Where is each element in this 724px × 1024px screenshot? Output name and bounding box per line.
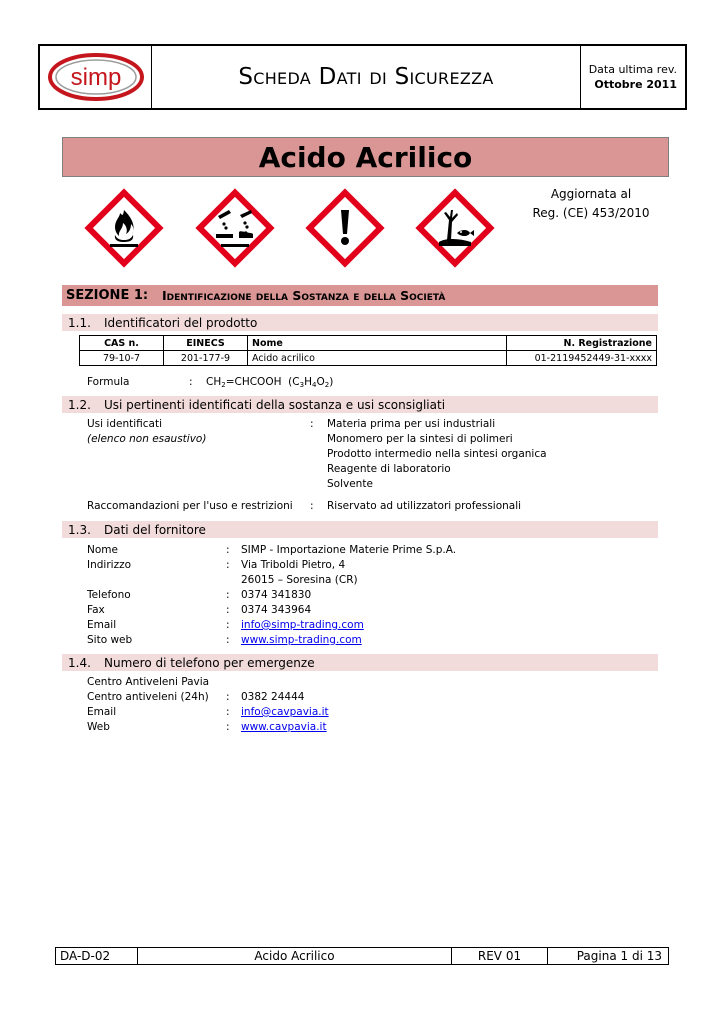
logo-cell [40, 46, 152, 108]
supplier-values [241, 543, 456, 648]
separator: : [226, 721, 230, 733]
subsection-number: 1.1. [68, 315, 91, 330]
separator: : [226, 706, 230, 718]
emergency-email-label: Email [87, 706, 117, 718]
subsection-number: 1.2. [68, 397, 91, 412]
restrictions-separator: : [310, 500, 314, 512]
header-name: Nome [248, 336, 507, 351]
separator: : [226, 589, 230, 601]
emergency-email-link[interactable]: info@cavpavia.it [241, 706, 329, 718]
revision-label: Data ultima rev. [588, 63, 677, 76]
regulation-note-line1: Aggiornata al [550, 187, 632, 201]
website-label: Sito web [87, 634, 133, 646]
cell-registration: 01-2119452449-31-xxxx [507, 351, 657, 366]
regulation-note [516, 185, 666, 223]
title-cell [152, 46, 581, 108]
footer-page-number: Pagina 1 di 13 [576, 949, 662, 963]
environment-pictogram [413, 186, 497, 270]
document-header [38, 44, 687, 110]
formula-subscript: 2 [221, 381, 226, 389]
header-einecs: EINECS [164, 336, 248, 351]
emergency-separators [226, 690, 230, 735]
list-item: Reagente di laboratorio [327, 463, 451, 475]
subsection-title: Dati del fornitore [104, 522, 206, 537]
fax-value: 0374 343964 [241, 604, 312, 616]
separator: : [226, 634, 230, 646]
email-label: Email [87, 619, 117, 631]
address-label: Indirizzo [87, 559, 132, 571]
address-line2: 26015 – Soresina (CR) [241, 574, 358, 586]
subsection-number: 1.4. [68, 655, 91, 670]
subsection-number: 1.3. [68, 522, 91, 537]
document-footer [55, 947, 669, 965]
spacer [87, 573, 132, 588]
supplier-website-link[interactable]: www.simp-trading.com [241, 634, 362, 646]
section-number: SEZIONE 1: [66, 288, 149, 303]
separator: : [226, 559, 230, 571]
restrictions-label: Raccomandazioni per l'uso e restrizioni [87, 500, 293, 512]
product-name: Acido Acrilico [258, 140, 473, 174]
revision-date: Ottobre 2011 [594, 78, 677, 91]
uses-label: Usi identificati [87, 418, 162, 430]
poison-center-24h-value: 0382 24444 [241, 691, 305, 703]
list-item: Prodotto intermedio nella sintesi organica [327, 448, 547, 460]
separator: : [226, 604, 230, 616]
supplier-email-link[interactable]: info@simp-trading.com [241, 619, 364, 631]
subsection-1-3-header [62, 521, 658, 538]
list-item: Materia prima per usi industriali [327, 418, 496, 430]
logo-text: simp [70, 64, 121, 91]
supplier-labels [87, 543, 132, 648]
formula-subscript: 4 [311, 381, 317, 389]
cell-einecs: 201-177-9 [164, 351, 248, 366]
subsection-title: Identificatori del prodotto [104, 315, 258, 330]
formula-part: (C [288, 376, 300, 388]
section-title: Identificazione della Sostanza e della Società [162, 288, 446, 303]
formula-separator: : [189, 376, 193, 388]
product-title-box [62, 137, 669, 177]
subsection-title: Numero di telefono per emergenze [104, 655, 315, 670]
formula-subscript: 3 [299, 381, 305, 389]
emergency-labels [87, 675, 209, 735]
exclamation-pictogram [303, 186, 387, 270]
regulation-note-line2: Reg. (CE) 453/2010 [532, 206, 650, 220]
formula-part: ) [329, 376, 334, 388]
phone-value: 0374 341830 [241, 589, 312, 601]
phone-label: Telefono [87, 589, 131, 601]
subsection-1-2-header [62, 396, 658, 413]
formula-part: CH [206, 376, 222, 388]
fax-label: Fax [87, 604, 105, 616]
formula-subscript: 2 [324, 381, 330, 389]
uses-note: (elenco non esaustivo) [87, 433, 207, 445]
identifiers-table [79, 335, 657, 366]
separator: : [226, 544, 230, 556]
restrictions-value: Riservato ad utilizzatori professionali [327, 500, 522, 512]
spacer [226, 573, 230, 588]
emergency-web-label: Web [87, 721, 110, 733]
emergency-values [241, 690, 329, 735]
footer-code: DA-D-02 [56, 948, 138, 964]
footer-revision: REV 01 [452, 948, 548, 964]
table-header-row [80, 336, 657, 351]
flame-pictogram [82, 186, 166, 270]
formula-value [206, 375, 333, 393]
footer-product-name: Acido Acrilico [138, 948, 452, 964]
formula-part: =CHCOOH [225, 376, 282, 388]
name-value: SIMP - Importazione Materie Prime S.p.A. [241, 544, 457, 556]
address-line1: Via Triboldi Pietro, 4 [241, 559, 346, 571]
header-cas: CAS n. [80, 336, 164, 351]
formula-part: H [304, 376, 312, 388]
emergency-website-link[interactable]: www.cavpavia.it [241, 721, 327, 733]
header-registration: N. Registrazione [507, 336, 657, 351]
list-item: Solvente [327, 478, 373, 490]
poison-center-name: Centro Antiveleni Pavia [87, 676, 210, 688]
cell-cas: 79-10-7 [80, 351, 164, 366]
separator: : [226, 619, 230, 631]
subsection-1-4-header [62, 654, 658, 671]
subsection-title: Usi pertinenti identificati della sostanza e usi sconsigliati [104, 397, 446, 412]
document-title: Scheda Dati di Sicurezza [238, 64, 494, 90]
revision-cell [581, 46, 685, 108]
subsection-1-1-header [62, 314, 658, 331]
poison-center-24h-label: Centro antiveleni (24h) [87, 691, 209, 703]
table-row [80, 351, 657, 366]
uses-list [327, 417, 547, 492]
corrosion-pictogram [193, 186, 277, 270]
uses-separator: : [310, 418, 314, 430]
section-1-header [62, 285, 658, 306]
separator: : [226, 691, 230, 703]
cell-name: Acido acrilico [248, 351, 507, 366]
supplier-separators [226, 543, 230, 648]
simp-logo [47, 52, 145, 102]
list-item: Monomero per la sintesi di polimeri [327, 433, 513, 445]
name-label: Nome [87, 544, 118, 556]
formula-part: O [316, 376, 325, 388]
formula-label: Formula [87, 376, 130, 388]
